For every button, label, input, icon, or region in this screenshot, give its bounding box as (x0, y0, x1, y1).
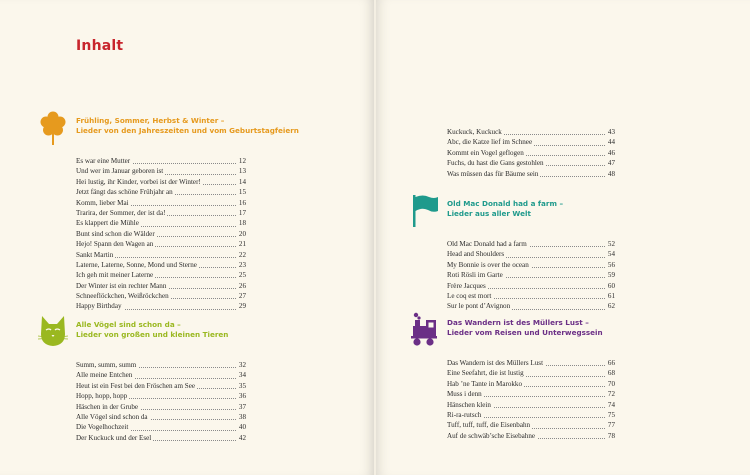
toc-entry[interactable] (447, 169, 615, 179)
section-heading (76, 116, 299, 148)
entry-title: Summ, summ, summ (76, 361, 137, 369)
entry-page: 62 (607, 302, 615, 311)
toc-entry[interactable] (447, 239, 615, 249)
toc-entry[interactable] (76, 422, 246, 432)
entry-title: Hejo! Spann den Wagen an (76, 240, 154, 249)
toc-entry[interactable] (76, 250, 246, 260)
entry-page: 25 (238, 271, 246, 280)
entry-page: 27 (238, 292, 246, 301)
toc-entry[interactable] (447, 137, 615, 147)
toc-entry[interactable] (447, 281, 615, 291)
entry-title: Alle Vögel sind schon da (76, 412, 148, 421)
entry-title: Schneeflöckchen, Weißröckchen (76, 292, 169, 301)
entry-title: Head and Shoulders (447, 250, 505, 259)
toc-entry[interactable] (76, 218, 246, 228)
toc-entry[interactable] (447, 358, 615, 368)
section-title-line2: Lieder vom Reisen und Unterwegssein (447, 328, 603, 337)
entry-page: 46 (607, 148, 615, 157)
section-animals-continued (447, 127, 615, 179)
entry-page: 48 (607, 169, 615, 178)
toc-entry[interactable] (76, 291, 246, 301)
entry-page: 14 (238, 177, 246, 186)
entry-title: Frère Jacques (447, 281, 486, 290)
entry-page: 23 (238, 260, 246, 269)
toc-entry[interactable] (447, 420, 615, 430)
toc-entry[interactable] (447, 389, 615, 399)
entry-page: 20 (238, 229, 246, 238)
entry-page: 44 (607, 138, 615, 147)
entry-page: 43 (607, 128, 615, 136)
toc-entry[interactable] (447, 400, 615, 410)
entry-page: 61 (607, 291, 615, 300)
section-title-line1: Alle Vögel sind schon da – (76, 320, 181, 329)
entry-page: 37 (238, 402, 246, 411)
entry-title: Laterne, Laterne, Sonne, Mond und Sterne (76, 260, 197, 269)
entry-page: 18 (238, 219, 246, 228)
toc-entry[interactable] (76, 281, 246, 291)
section-heading (447, 318, 615, 350)
entry-page: 36 (238, 392, 246, 401)
entry-page: 34 (238, 371, 246, 380)
entry-page: 21 (238, 240, 246, 249)
train-icon (409, 312, 439, 348)
entry-page: 47 (607, 159, 615, 168)
entry-title: Heut ist ein Fest bei den Fröschen am See (76, 381, 195, 390)
entry-title: Sankt Martin (76, 250, 114, 259)
toc-entry[interactable] (76, 166, 246, 176)
entry-title: Roti Rösli im Garte (447, 271, 503, 280)
toc-entry[interactable] (76, 177, 246, 187)
entry-title: Eine Seefahrt, die ist lustig (447, 369, 524, 378)
toc-entry[interactable] (76, 412, 246, 422)
entry-page: 12 (238, 157, 246, 165)
section-world (447, 199, 615, 312)
entry-title: My Bonnie is over the ocean (447, 260, 529, 269)
entry-title: Sur le pont d’Avignon (447, 302, 511, 311)
toc-entry[interactable] (447, 431, 615, 441)
toc-list (447, 358, 615, 441)
entry-title: Ri-ra-rutsch (447, 410, 482, 419)
toc-entry[interactable] (447, 158, 615, 168)
entry-page: 35 (238, 381, 246, 390)
section-title-line1: Old Mac Donald had a farm – (447, 199, 564, 208)
entry-title: Hab ’ne Tante in Marokko (447, 379, 523, 388)
entry-title: Der Kuckuck und der Esel (76, 433, 152, 442)
toc-entry[interactable] (76, 208, 246, 218)
entry-page: 78 (607, 431, 615, 440)
entry-page: 74 (607, 400, 615, 409)
toc-entry[interactable] (76, 381, 246, 391)
entry-title: Auf de schwäb’sche Eisebahne (447, 431, 536, 440)
entry-title: Hei lustig, ihr Kinder, vorbei ist der Winter! (76, 177, 201, 186)
toc-entry[interactable] (76, 187, 246, 197)
section-heading (447, 199, 615, 231)
right-page (376, 0, 750, 475)
entry-title: Old Mac Donald had a farm (447, 240, 527, 248)
section-title-line2: Lieder von den Jahreszeiten und vom Geburtstagfeiern (76, 126, 299, 135)
entry-page: 75 (607, 410, 615, 419)
entry-page: 26 (238, 281, 246, 290)
toc-entry[interactable] (447, 410, 615, 420)
entry-page: 16 (238, 198, 246, 207)
section-heading (76, 320, 246, 352)
toc-entry[interactable] (447, 301, 615, 311)
entry-title: Hopp, hopp, hopp (76, 392, 128, 401)
entry-page: 68 (607, 369, 615, 378)
toc-list (447, 239, 615, 312)
entry-page: 13 (238, 167, 246, 176)
entry-page: 56 (607, 260, 615, 269)
toc-entry[interactable] (76, 402, 246, 412)
entry-page: 72 (607, 390, 615, 399)
section-title-line2: Lieder aus aller Welt (447, 209, 531, 218)
entry-title: Kuckuck, Kuckuck (447, 128, 502, 136)
toc-entry[interactable] (76, 360, 246, 370)
entry-page: 66 (607, 359, 615, 367)
entry-title: Hänschen klein (447, 400, 491, 409)
flag-icon (409, 193, 439, 229)
entry-page: 40 (238, 423, 246, 432)
entry-page: 77 (607, 421, 615, 430)
toc-entry[interactable] (76, 198, 246, 208)
entry-page: 52 (607, 240, 615, 248)
toc-entry[interactable] (76, 229, 246, 239)
entry-title: Alle meine Entchen (76, 371, 133, 380)
toc-entry[interactable] (76, 156, 246, 166)
entry-page: 29 (238, 302, 246, 311)
toc-entry[interactable] (76, 239, 246, 249)
toc-entry[interactable] (76, 391, 246, 401)
entry-title: Abc, die Katze lief im Schnee (447, 138, 533, 147)
entry-title: Fuchs, du hast die Gans gestohlen (447, 159, 544, 168)
flower-icon (38, 110, 68, 146)
cat-icon (38, 314, 68, 350)
entry-page: 70 (607, 379, 615, 388)
toc-list (76, 156, 246, 312)
page-title: Inhalt (76, 38, 124, 54)
toc-entry[interactable] (447, 127, 615, 137)
toc-entry[interactable] (447, 260, 615, 270)
entry-title: Was müssen das für Bäume sein (447, 169, 539, 178)
entry-title: Das Wandern ist des Müllers Lust (447, 359, 544, 367)
entry-page: 54 (607, 250, 615, 259)
entry-page: 60 (607, 281, 615, 290)
entry-title: Häschen in der Grube (76, 402, 139, 411)
section-animals (76, 320, 246, 443)
entry-page: 32 (238, 361, 246, 369)
entry-page: 59 (607, 271, 615, 280)
entry-page: 38 (238, 412, 246, 421)
entry-page: 22 (238, 250, 246, 259)
section-seasons (76, 116, 299, 312)
toc-entry[interactable] (76, 270, 246, 280)
entry-title: Trarira, der Sommer, der ist da! (76, 208, 166, 217)
entry-title: Jetzt fängt das schöne Frühjahr an (76, 188, 173, 197)
toc-entry[interactable] (76, 301, 246, 311)
entry-title: Der Winter ist ein rechter Mann (76, 281, 167, 290)
entry-title: Komm, lieber Mai (76, 198, 129, 207)
left-page (0, 0, 374, 475)
entry-title: Happy Birthday (76, 302, 122, 311)
entry-title: Ich geh mit meiner Laterne (76, 271, 154, 280)
toc-entry[interactable] (447, 148, 615, 158)
entry-title: Und wer im Januar geboren ist (76, 167, 164, 176)
section-travel (447, 318, 615, 441)
toc-entry[interactable] (76, 370, 246, 380)
entry-title: Es war eine Mutter (76, 157, 131, 165)
toc-entry[interactable] (76, 260, 246, 270)
entry-title: Es klappert die Mühle (76, 219, 139, 228)
entry-page: 15 (238, 188, 246, 197)
entry-page: 42 (238, 433, 246, 442)
entry-title: Kommt ein Vogel geflogen (447, 148, 524, 157)
toc-entry[interactable] (447, 379, 615, 389)
entry-title: Tuff, tuff, tuff, die Eisenbahn (447, 421, 531, 430)
section-title-line1: Das Wandern ist des Müllers Lust – (447, 318, 589, 327)
entry-page: 17 (238, 208, 246, 217)
entry-title: Die Vogelhochzeit (76, 423, 129, 432)
entry-title: Muss i denn (447, 390, 482, 399)
toc-entry[interactable] (447, 368, 615, 378)
toc-entry[interactable] (447, 291, 615, 301)
section-title-line2: Lieder von großen und kleinen Tieren (76, 330, 229, 339)
toc-entry[interactable] (76, 433, 246, 443)
toc-entry[interactable] (447, 270, 615, 280)
entry-title: Le coq est mort (447, 291, 492, 300)
toc-entry[interactable] (447, 249, 615, 259)
entry-title: Bunt sind schon die Wälder (76, 229, 155, 238)
section-title-line1: Frühling, Sommer, Herbst & Winter – (76, 116, 225, 125)
toc-list (76, 360, 246, 443)
